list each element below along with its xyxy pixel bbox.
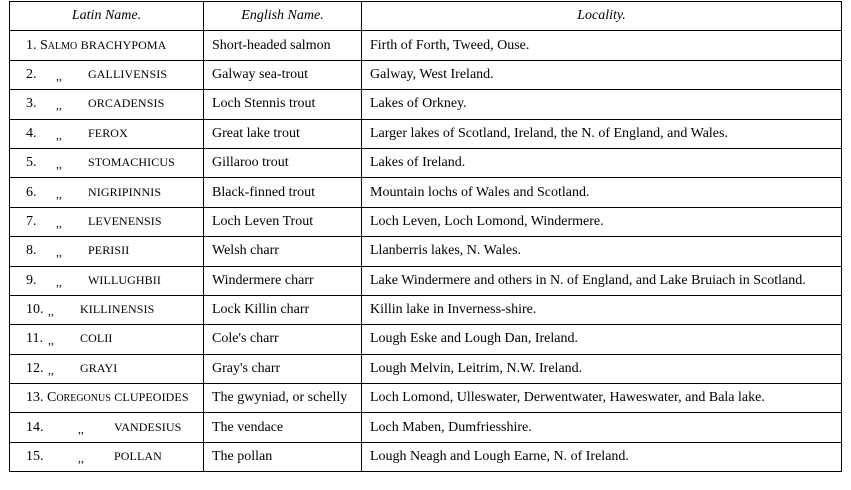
english-name-cell: Cole's charr xyxy=(204,325,362,354)
row-number: 6. xyxy=(26,184,37,200)
table-row xyxy=(10,60,842,89)
table-row xyxy=(10,354,842,383)
latin-name-cell xyxy=(10,354,204,383)
species-name: GRAYI xyxy=(80,360,118,375)
header-row xyxy=(10,2,842,31)
english-name-cell: Black-finned trout xyxy=(204,178,362,207)
ditto-mark: ,, xyxy=(48,304,54,319)
english-name-cell: Loch Leven Trout xyxy=(204,207,362,236)
ditto-mark: ,, xyxy=(56,68,62,83)
table-row xyxy=(10,31,842,60)
latin-name-cell xyxy=(10,384,204,413)
locality-cell: Larger lakes of Scotland, Ireland, the N. of England, and Wales. xyxy=(362,119,842,148)
header-latin-name: Latin Name. xyxy=(10,2,204,31)
english-name-cell: Gray's charr xyxy=(204,354,362,383)
species-name: ORCADENSIS xyxy=(88,96,165,111)
genus-name: Salmo xyxy=(40,37,78,53)
latin-name-cell xyxy=(10,148,204,177)
ditto-mark: ,, xyxy=(78,421,84,436)
species-name: GALLIVENSIS xyxy=(88,66,168,81)
english-name-cell: The vendace xyxy=(204,413,362,442)
ditto-mark: ,, xyxy=(56,245,62,260)
species-name: WILLUGHBII xyxy=(88,272,161,287)
species-name: BRACHYPOMA xyxy=(80,37,167,52)
row-number: 15. xyxy=(26,449,44,465)
ditto-mark: ,, xyxy=(48,333,54,348)
species-name: STOMACHICUS xyxy=(88,155,175,170)
species-name: LEVENENSIS xyxy=(88,213,162,228)
locality-cell: Galway, West Ireland. xyxy=(362,60,842,89)
english-name-cell: The gwyniad, or schelly xyxy=(204,384,362,413)
table-row xyxy=(10,148,842,177)
table-row xyxy=(10,266,842,295)
latin-name-cell xyxy=(10,266,204,295)
latin-name-cell xyxy=(10,295,204,324)
latin-name-cell xyxy=(10,207,204,236)
locality-cell: Loch Lomond, Ulleswater, Derwentwater, Haweswater, and Bala lake. xyxy=(362,384,842,413)
latin-name-cell xyxy=(10,60,204,89)
table-row xyxy=(10,295,842,324)
english-name-cell: Short-headed salmon xyxy=(204,31,362,60)
row-number: 9. xyxy=(26,272,37,288)
species-name: COLII xyxy=(80,331,113,346)
row-number: 10. xyxy=(26,302,44,318)
row-number: 14. xyxy=(26,419,44,435)
species-name: VANDESIUS xyxy=(114,419,182,434)
ditto-mark: ,, xyxy=(56,215,62,230)
locality-cell: Llanberris lakes, N. Wales. xyxy=(362,237,842,266)
ditto-mark: ,, xyxy=(56,186,62,201)
species-name: FEROX xyxy=(88,125,128,140)
ditto-mark: ,, xyxy=(56,157,62,172)
ditto-mark: ,, xyxy=(78,451,84,466)
locality-cell: Firth of Forth, Tweed, Ouse. xyxy=(362,31,842,60)
species-name: NIGRIPINNIS xyxy=(88,184,162,199)
latin-name-cell xyxy=(10,325,204,354)
row-number: 2. xyxy=(26,66,37,82)
row-number: 5. xyxy=(26,155,37,171)
table-row xyxy=(10,90,842,119)
latin-name-cell xyxy=(10,119,204,148)
table-row xyxy=(10,325,842,354)
ditto-mark: ,, xyxy=(56,127,62,142)
locality-cell: Lough Eske and Lough Dan, Ireland. xyxy=(362,325,842,354)
table-row xyxy=(10,237,842,266)
english-name-cell: Gillaroo trout xyxy=(204,148,362,177)
row-number: 7. xyxy=(26,213,37,229)
locality-cell: Lough Melvin, Leitrim, N.W. Ireland. xyxy=(362,354,842,383)
table-row xyxy=(10,384,842,413)
latin-name-cell xyxy=(10,442,204,471)
row-number: 11. xyxy=(26,331,43,347)
fish-table xyxy=(9,1,842,472)
row-number: 12. xyxy=(26,360,44,376)
locality-cell: Lough Neagh and Lough Earne, N. of Ireland. xyxy=(362,442,842,471)
english-name-cell: Lock Killin charr xyxy=(204,295,362,324)
table-row xyxy=(10,178,842,207)
species-name: POLLAN xyxy=(114,449,162,464)
row-number: 4. xyxy=(26,125,37,141)
ditto-mark: ,, xyxy=(56,98,62,113)
english-name-cell: Windermere charr xyxy=(204,266,362,295)
latin-name-cell xyxy=(10,237,204,266)
latin-name-cell xyxy=(10,178,204,207)
locality-cell: Lake Windermere and others in N. of England, and Lake Bruiach in Scotland. xyxy=(362,266,842,295)
locality-cell: Mountain lochs of Wales and Scotland. xyxy=(362,178,842,207)
species-name: CLUPEOIDES xyxy=(114,390,189,405)
row-number: 3. xyxy=(26,96,37,112)
table-row xyxy=(10,413,842,442)
ditto-mark: ,, xyxy=(48,362,54,377)
locality-cell: Lakes of Orkney. xyxy=(362,90,842,119)
english-name-cell: Great lake trout xyxy=(204,119,362,148)
locality-cell: Loch Maben, Dumfriesshire. xyxy=(362,413,842,442)
table-row xyxy=(10,442,842,471)
english-name-cell: Welsh charr xyxy=(204,237,362,266)
english-name-cell: Loch Stennis trout xyxy=(204,90,362,119)
row-number: 1. xyxy=(26,37,37,53)
locality-cell: Loch Leven, Loch Lomond, Windermere. xyxy=(362,207,842,236)
genus-name: Coregonus xyxy=(47,390,111,406)
species-name: PERISII xyxy=(88,243,130,258)
latin-name-cell xyxy=(10,413,204,442)
row-number: 13. xyxy=(26,390,44,406)
english-name-cell: The pollan xyxy=(204,442,362,471)
locality-cell: Lakes of Ireland. xyxy=(362,148,842,177)
table-row xyxy=(10,207,842,236)
header-locality: Locality. xyxy=(362,2,842,31)
row-number: 8. xyxy=(26,243,37,259)
table-row xyxy=(10,119,842,148)
latin-name-cell xyxy=(10,31,204,60)
species-name: KILLINENSIS xyxy=(80,302,155,317)
header-english-name: English Name. xyxy=(204,2,362,31)
locality-cell: Killin lake in Inverness-shire. xyxy=(362,295,842,324)
english-name-cell: Galway sea-trout xyxy=(204,60,362,89)
latin-name-cell xyxy=(10,90,204,119)
ditto-mark: ,, xyxy=(56,274,62,289)
